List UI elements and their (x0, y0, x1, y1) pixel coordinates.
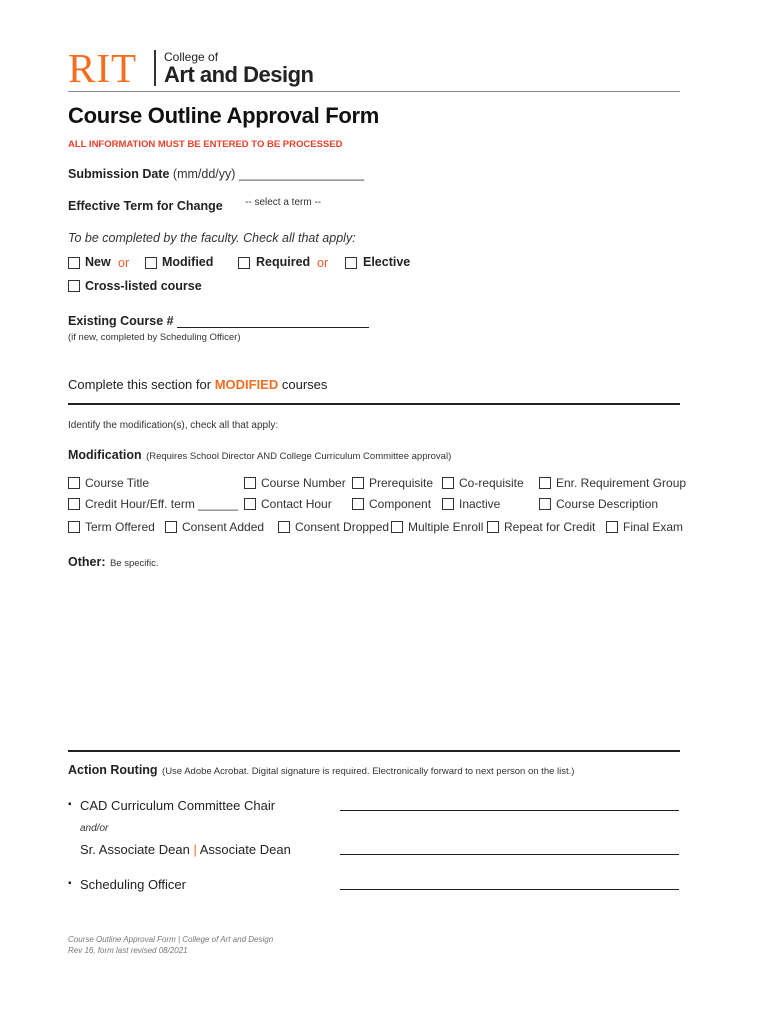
action-routing-heading (68, 761, 574, 779)
existing-course-field[interactable] (177, 327, 369, 328)
modified-checkbox[interactable] (145, 257, 157, 269)
other-note: Be specific. (109, 558, 159, 569)
dean-separator: | (193, 842, 197, 857)
contact-hour-checkbox[interactable] (244, 498, 256, 510)
modified-prefix: Complete this section for (68, 377, 215, 392)
scheduling-officer-label: Scheduling Officer (80, 877, 186, 892)
course-number-label: Course Number (261, 476, 346, 490)
bullet-2: ▪ (68, 878, 72, 889)
cross-listed-label: Cross-listed course (85, 279, 202, 293)
elective-label: Elective (363, 255, 411, 269)
course-title-checkbox[interactable] (68, 477, 80, 489)
existing-course-note: (if new, completed by Scheduling Officer) (68, 332, 241, 343)
cross-listed-checkbox[interactable] (68, 280, 80, 292)
prerequisite-label: Prerequisite (369, 476, 434, 490)
and-or-label: and/or (80, 823, 109, 834)
new-checkbox[interactable] (68, 257, 80, 269)
component-checkbox[interactable] (352, 498, 364, 510)
or-label-2: or (317, 256, 329, 270)
college-name: Art and Design (164, 62, 314, 87)
form-title: Course Outline Approval Form (68, 103, 380, 128)
credit-hour-label: Credit Hour/Eff. term ______ (85, 497, 239, 511)
inactive-checkbox[interactable] (442, 498, 454, 510)
action-routing-note: (Use Adobe Acrobat. Digital signature is required. Electronically forward to next person on the list.) (162, 766, 575, 777)
component-label: Component (369, 497, 432, 511)
other-text-area[interactable] (68, 572, 680, 742)
course-description-label: Course Description (556, 497, 659, 511)
course-description-checkbox[interactable] (539, 498, 551, 510)
prerequisite-checkbox[interactable] (352, 477, 364, 489)
or-label-1: or (118, 256, 130, 270)
existing-course-label: Existing Course # (68, 314, 174, 328)
required-checkbox[interactable] (238, 257, 250, 269)
logo-divider (154, 50, 156, 86)
repeat-for-credit-checkbox[interactable] (487, 521, 499, 533)
modification-label: Modification (68, 448, 142, 462)
corequisite-label: Co-requisite (459, 476, 524, 490)
college-of-label: College of (164, 50, 219, 64)
final-exam-label: Final Exam (623, 520, 684, 534)
other-row (68, 553, 159, 571)
term-offered-checkbox[interactable] (68, 521, 80, 533)
enr-requirement-checkbox[interactable] (539, 477, 551, 489)
dean-row (80, 842, 291, 857)
header-rule (68, 91, 680, 92)
faculty-instruction: To be completed by the faculty. Check all that apply: (68, 231, 356, 245)
modified-highlight: MODIFIED (214, 377, 279, 392)
rit-wordmark: RIT (68, 45, 138, 91)
submission-date-label: Submission Date (68, 167, 170, 181)
associate-dean-label: Associate Dean (199, 842, 291, 857)
multiple-enroll-label: Multiple Enroll (408, 520, 484, 534)
cad-chair-signature-field[interactable] (340, 810, 679, 811)
modification-heading (68, 446, 451, 464)
course-title-label: Course Title (85, 476, 150, 490)
submission-date-format: (mm/dd/yy) (172, 167, 236, 181)
modified-section-rule (68, 403, 680, 405)
enr-requirement-label: Enr. Requirement Group (556, 476, 687, 490)
footer-line-1: Course Outline Approval Form | College of Art and Design (68, 935, 274, 944)
submission-date-row (68, 167, 364, 181)
required-warning: ALL INFORMATION MUST BE ENTERED TO BE PROCESSED (68, 139, 343, 150)
consent-added-checkbox[interactable] (165, 521, 177, 533)
action-routing-label: Action Routing (68, 763, 158, 777)
modified-label: Modified (162, 255, 214, 269)
modified-suffix: courses (278, 377, 328, 392)
course-number-checkbox[interactable] (244, 477, 256, 489)
consent-dropped-checkbox[interactable] (278, 521, 290, 533)
bullet-1: ▪ (68, 799, 72, 810)
contact-hour-label: Contact Hour (261, 497, 332, 511)
repeat-for-credit-label: Repeat for Credit (504, 520, 596, 534)
scheduling-officer-signature-field[interactable] (340, 889, 679, 890)
effective-term-select[interactable]: -- select a term -- (245, 197, 322, 208)
new-label: New (85, 255, 111, 269)
rit-logo (68, 45, 328, 91)
final-exam-checkbox[interactable] (606, 521, 618, 533)
action-routing-rule (68, 750, 680, 752)
dean-signature-field[interactable] (340, 854, 679, 855)
modified-section-heading (68, 377, 327, 392)
other-label: Other: (68, 555, 106, 569)
cad-chair-label: CAD Curriculum Committee Chair (80, 798, 276, 813)
elective-checkbox[interactable] (345, 257, 357, 269)
credit-hour-checkbox[interactable] (68, 498, 80, 510)
inactive-label: Inactive (459, 497, 501, 511)
term-offered-label: Term Offered (85, 520, 155, 534)
effective-term-label: Effective Term for Change (68, 199, 223, 213)
modification-note: (Requires School Director AND College Curriculum Committee approval) (146, 451, 452, 462)
consent-added-label: Consent Added (182, 520, 265, 534)
multiple-enroll-checkbox[interactable] (391, 521, 403, 533)
consent-dropped-label: Consent Dropped (295, 520, 390, 534)
sr-associate-dean-label: Sr. Associate Dean (80, 842, 190, 857)
footer-line-2: Rev 16, form last revised 08/2021 (68, 946, 188, 955)
submission-date-field[interactable]: __________________ (238, 167, 365, 181)
required-label: Required (256, 255, 311, 269)
identify-instruction: Identify the modification(s), check all that apply: (68, 420, 279, 431)
corequisite-checkbox[interactable] (442, 477, 454, 489)
